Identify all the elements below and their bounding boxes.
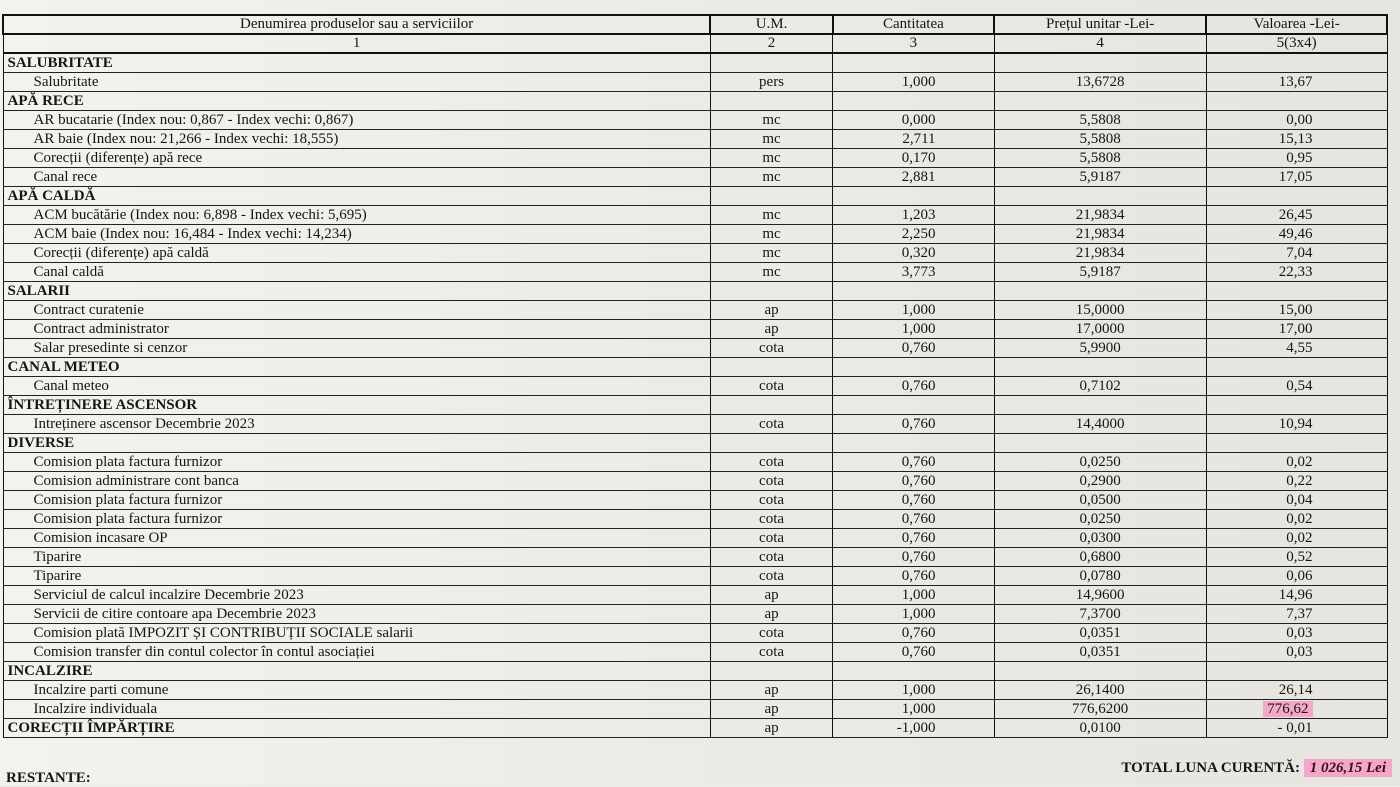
item-um: cota	[710, 415, 832, 434]
item-name: Contract administrator	[3, 320, 710, 339]
item-unit-price: 0,2900	[994, 472, 1206, 491]
item-value: 0,02	[1206, 453, 1387, 472]
item-um: pers	[710, 73, 832, 92]
item-unit-price: 0,0250	[994, 453, 1206, 472]
table-row	[3, 111, 1387, 130]
item-name: Incalzire parti comune	[3, 681, 710, 700]
item-unit-price: 13,6728	[994, 73, 1206, 92]
item-value: 0,03	[1206, 643, 1387, 662]
item-um: ap	[710, 320, 832, 339]
item-unit-price: 5,5808	[994, 149, 1206, 168]
table-body	[3, 53, 1387, 738]
section-row	[3, 662, 1387, 681]
header-price: Prețul unitar -Lei-	[994, 15, 1206, 34]
item-um-empty	[710, 53, 832, 73]
item-name: ACM bucătărie (Index nou: 6,898 - Index vechi: 5,695)	[3, 206, 710, 225]
total-label: TOTAL LUNA CURENTĂ:	[1121, 760, 1300, 776]
item-value-empty	[1206, 92, 1387, 111]
table-row	[3, 377, 1387, 396]
header-num-3: 3	[833, 34, 994, 53]
header-num-4: 4	[994, 34, 1206, 53]
table-row	[3, 339, 1387, 358]
item-quantity: 0,760	[833, 510, 994, 529]
section-row	[3, 358, 1387, 377]
item-value: 15,13	[1206, 130, 1387, 149]
item-name: CANAL METEO	[3, 358, 710, 377]
item-um: mc	[710, 206, 832, 225]
item-quantity: 0,760	[833, 377, 994, 396]
table-row	[3, 301, 1387, 320]
item-unit-price: 7,3700	[994, 605, 1206, 624]
item-unit-price: 15,0000	[994, 301, 1206, 320]
table-row	[3, 244, 1387, 263]
item-name: APĂ RECE	[3, 92, 710, 111]
item-quantity: 2,881	[833, 168, 994, 187]
item-value: 49,46	[1206, 225, 1387, 244]
table-row	[3, 453, 1387, 472]
item-name: Corecții (diferențe) apă rece	[3, 149, 710, 168]
table-row	[3, 206, 1387, 225]
item-quantity: 0,760	[833, 567, 994, 586]
item-name: DIVERSE	[3, 434, 710, 453]
item-unit-price-empty	[994, 53, 1206, 73]
item-value-empty	[1206, 434, 1387, 453]
table-header	[3, 15, 1387, 53]
item-unit-price: 0,0300	[994, 529, 1206, 548]
item-name: AR bucatarie (Index nou: 0,867 - Index vechi: 0,867)	[3, 111, 710, 130]
item-name: Incalzire individuala	[3, 700, 710, 719]
section-row	[3, 434, 1387, 453]
item-unit-price: 0,7102	[994, 377, 1206, 396]
section-row	[3, 719, 1387, 738]
item-quantity: 1,000	[833, 605, 994, 624]
total-line	[1121, 760, 1392, 777]
item-name: SALARII	[3, 282, 710, 301]
item-um: mc	[710, 168, 832, 187]
item-quantity: 0,760	[833, 643, 994, 662]
item-um: mc	[710, 225, 832, 244]
item-name: Comision administrare cont banca	[3, 472, 710, 491]
item-um: ap	[710, 681, 832, 700]
item-unit-price: 21,9834	[994, 206, 1206, 225]
item-um: cota	[710, 548, 832, 567]
item-name: AR baie (Index nou: 21,266 - Index vechi: 18,555)	[3, 130, 710, 149]
item-name: Comision plată IMPOZIT ȘI CONTRIBUȚII SOCIALE salarii	[3, 624, 710, 643]
item-value-empty	[1206, 53, 1387, 73]
item-name: Canal meteo	[3, 377, 710, 396]
item-value-empty	[1206, 662, 1387, 681]
item-name: Comision plata factura furnizor	[3, 510, 710, 529]
table-row	[3, 643, 1387, 662]
item-unit-price-empty	[994, 358, 1206, 377]
item-value: 0,06	[1206, 567, 1387, 586]
section-row	[3, 282, 1387, 301]
item-unit-price: 0,0351	[994, 643, 1206, 662]
item-quantity: 0,760	[833, 491, 994, 510]
item-name: INCALZIRE	[3, 662, 710, 681]
item-um: cota	[710, 624, 832, 643]
item-um: mc	[710, 263, 832, 282]
total-amount: 1 026,15 Lei	[1304, 759, 1392, 777]
item-name: Servicii de citire contoare apa Decembrie 2023	[3, 605, 710, 624]
item-unit-price: 0,6800	[994, 548, 1206, 567]
item-name: Serviciul de calcul incalzire Decembrie 2023	[3, 586, 710, 605]
table-row	[3, 491, 1387, 510]
item-unit-price: 0,0351	[994, 624, 1206, 643]
item-value: 0,54	[1206, 377, 1387, 396]
table-row	[3, 472, 1387, 491]
item-quantity: 1,000	[833, 700, 994, 719]
item-unit-price-empty	[994, 92, 1206, 111]
item-unit-price: 5,9187	[994, 168, 1206, 187]
restante-label: RESTANTE:	[6, 770, 91, 786]
item-value: 0,02	[1206, 529, 1387, 548]
item-quantity: -1,000	[833, 719, 994, 738]
item-value: 10,94	[1206, 415, 1387, 434]
item-um: cota	[710, 472, 832, 491]
table-row	[3, 700, 1387, 719]
item-quantity: 0,320	[833, 244, 994, 263]
item-value: 26,45	[1206, 206, 1387, 225]
table-row	[3, 130, 1387, 149]
item-um: cota	[710, 567, 832, 586]
header-num-5: 5(3x4)	[1206, 34, 1387, 53]
item-name: SALUBRITATE	[3, 53, 710, 73]
item-quantity: 0,760	[833, 472, 994, 491]
item-unit-price-empty	[994, 662, 1206, 681]
item-um: cota	[710, 529, 832, 548]
item-um: cota	[710, 377, 832, 396]
table-row	[3, 605, 1387, 624]
item-um: ap	[710, 700, 832, 719]
item-unit-price: 5,5808	[994, 111, 1206, 130]
item-value: 0,02	[1206, 510, 1387, 529]
section-row	[3, 187, 1387, 206]
item-quantity-empty	[833, 53, 994, 73]
item-um: ap	[710, 605, 832, 624]
item-value	[1206, 700, 1387, 719]
table-row	[3, 263, 1387, 282]
item-value: 0,22	[1206, 472, 1387, 491]
item-unit-price-empty	[994, 434, 1206, 453]
table-row	[3, 510, 1387, 529]
item-name: Comision incasare OP	[3, 529, 710, 548]
item-name: APĂ CALDĂ	[3, 187, 710, 206]
item-value: 0,95	[1206, 149, 1387, 168]
item-um: ap	[710, 719, 832, 738]
item-value: 17,05	[1206, 168, 1387, 187]
item-value: 14,96	[1206, 586, 1387, 605]
item-unit-price: 776,6200	[994, 700, 1206, 719]
table-row	[3, 149, 1387, 168]
item-quantity: 0,760	[833, 415, 994, 434]
item-quantity: 0,000	[833, 111, 994, 130]
header-name: Denumirea produselor sau a serviciilor	[3, 15, 710, 34]
item-unit-price: 17,0000	[994, 320, 1206, 339]
item-unit-price-empty	[994, 187, 1206, 206]
item-name: Salar presedinte si cenzor	[3, 339, 710, 358]
table-row	[3, 681, 1387, 700]
invoice-table	[2, 14, 1388, 738]
item-um: ap	[710, 586, 832, 605]
header-qty: Cantitatea	[833, 15, 994, 34]
item-um: cota	[710, 339, 832, 358]
item-um: cota	[710, 491, 832, 510]
item-quantity-empty	[833, 187, 994, 206]
item-quantity-empty	[833, 358, 994, 377]
item-um-empty	[710, 92, 832, 111]
item-value: 22,33	[1206, 263, 1387, 282]
item-value: 13,67	[1206, 73, 1387, 92]
item-quantity: 2,711	[833, 130, 994, 149]
item-name: Intreținere ascensor Decembrie 2023	[3, 415, 710, 434]
item-quantity: 0,760	[833, 453, 994, 472]
table-row	[3, 624, 1387, 643]
table-row	[3, 320, 1387, 339]
table-row	[3, 586, 1387, 605]
item-unit-price: 21,9834	[994, 225, 1206, 244]
header-num-2: 2	[710, 34, 832, 53]
item-quantity-empty	[833, 662, 994, 681]
item-unit-price: 26,1400	[994, 681, 1206, 700]
item-quantity: 0,760	[833, 529, 994, 548]
item-quantity: 1,203	[833, 206, 994, 225]
item-um-empty	[710, 396, 832, 415]
item-quantity: 2,250	[833, 225, 994, 244]
item-um-empty	[710, 434, 832, 453]
item-um: cota	[710, 643, 832, 662]
item-value: 4,55	[1206, 339, 1387, 358]
item-unit-price: 21,9834	[994, 244, 1206, 263]
header-um: U.M.	[710, 15, 832, 34]
table-row	[3, 225, 1387, 244]
item-value: 0,52	[1206, 548, 1387, 567]
item-quantity: 0,170	[833, 149, 994, 168]
item-unit-price: 0,0100	[994, 719, 1206, 738]
item-quantity-empty	[833, 396, 994, 415]
header-num-1: 1	[3, 34, 710, 53]
item-unit-price: 0,0250	[994, 510, 1206, 529]
item-value: 17,00	[1206, 320, 1387, 339]
table-row	[3, 73, 1387, 92]
item-quantity: 0,760	[833, 624, 994, 643]
item-value: 26,14	[1206, 681, 1387, 700]
item-um: ap	[710, 301, 832, 320]
item-quantity: 1,000	[833, 301, 994, 320]
table-row	[3, 415, 1387, 434]
item-unit-price: 0,0780	[994, 567, 1206, 586]
item-value: 0,04	[1206, 491, 1387, 510]
item-unit-price: 0,0500	[994, 491, 1206, 510]
section-row	[3, 53, 1387, 73]
item-unit-price: 5,5808	[994, 130, 1206, 149]
item-name: ÎNTREȚINERE ASCENSOR	[3, 396, 710, 415]
item-um-empty	[710, 282, 832, 301]
item-name: Salubritate	[3, 73, 710, 92]
item-name: CORECȚII ÎMPĂRȚIRE	[3, 719, 710, 738]
header-value: Valoarea -Lei-	[1206, 15, 1387, 34]
item-quantity: 1,000	[833, 681, 994, 700]
item-um: mc	[710, 111, 832, 130]
item-unit-price-empty	[994, 282, 1206, 301]
item-um-empty	[710, 662, 832, 681]
item-value: 7,37	[1206, 605, 1387, 624]
item-um: mc	[710, 130, 832, 149]
item-name: Tiparire	[3, 567, 710, 586]
item-um: mc	[710, 244, 832, 263]
item-name: Contract curatenie	[3, 301, 710, 320]
item-quantity: 0,760	[833, 548, 994, 567]
item-unit-price: 5,9187	[994, 263, 1206, 282]
item-um-empty	[710, 187, 832, 206]
item-quantity: 0,760	[833, 339, 994, 358]
item-quantity-empty	[833, 92, 994, 111]
item-name: Tiparire	[3, 548, 710, 567]
item-value-empty	[1206, 187, 1387, 206]
item-value-empty	[1206, 282, 1387, 301]
item-quantity-empty	[833, 282, 994, 301]
item-unit-price: 14,4000	[994, 415, 1206, 434]
item-unit-price: 14,9600	[994, 586, 1206, 605]
item-value: - 0,01	[1206, 719, 1387, 738]
item-quantity: 1,000	[833, 586, 994, 605]
item-unit-price: 5,9900	[994, 339, 1206, 358]
item-quantity: 1,000	[833, 320, 994, 339]
item-um: cota	[710, 453, 832, 472]
item-quantity-empty	[833, 434, 994, 453]
item-name: Comision transfer din contul colector în contul asociației	[3, 643, 710, 662]
item-value: 0,00	[1206, 111, 1387, 130]
section-row	[3, 92, 1387, 111]
item-name: Corecții (diferențe) apă caldă	[3, 244, 710, 263]
item-value-empty	[1206, 358, 1387, 377]
item-quantity: 3,773	[833, 263, 994, 282]
item-value: 15,00	[1206, 301, 1387, 320]
item-value-empty	[1206, 396, 1387, 415]
item-name: Comision plata factura furnizor	[3, 453, 710, 472]
item-name: Comision plata factura furnizor	[3, 491, 710, 510]
item-um-empty	[710, 358, 832, 377]
table-row	[3, 168, 1387, 187]
table-row	[3, 567, 1387, 586]
item-value: 7,04	[1206, 244, 1387, 263]
item-quantity: 1,000	[833, 73, 994, 92]
table-row	[3, 529, 1387, 548]
table-row	[3, 548, 1387, 567]
item-name: Canal rece	[3, 168, 710, 187]
item-um: mc	[710, 149, 832, 168]
item-name: ACM baie (Index nou: 16,484 - Index vechi: 14,234)	[3, 225, 710, 244]
section-row	[3, 396, 1387, 415]
item-unit-price-empty	[994, 396, 1206, 415]
item-um: cota	[710, 510, 832, 529]
item-name: Canal caldă	[3, 263, 710, 282]
item-value: 0,03	[1206, 624, 1387, 643]
highlighted-value: 776,62	[1263, 701, 1312, 717]
